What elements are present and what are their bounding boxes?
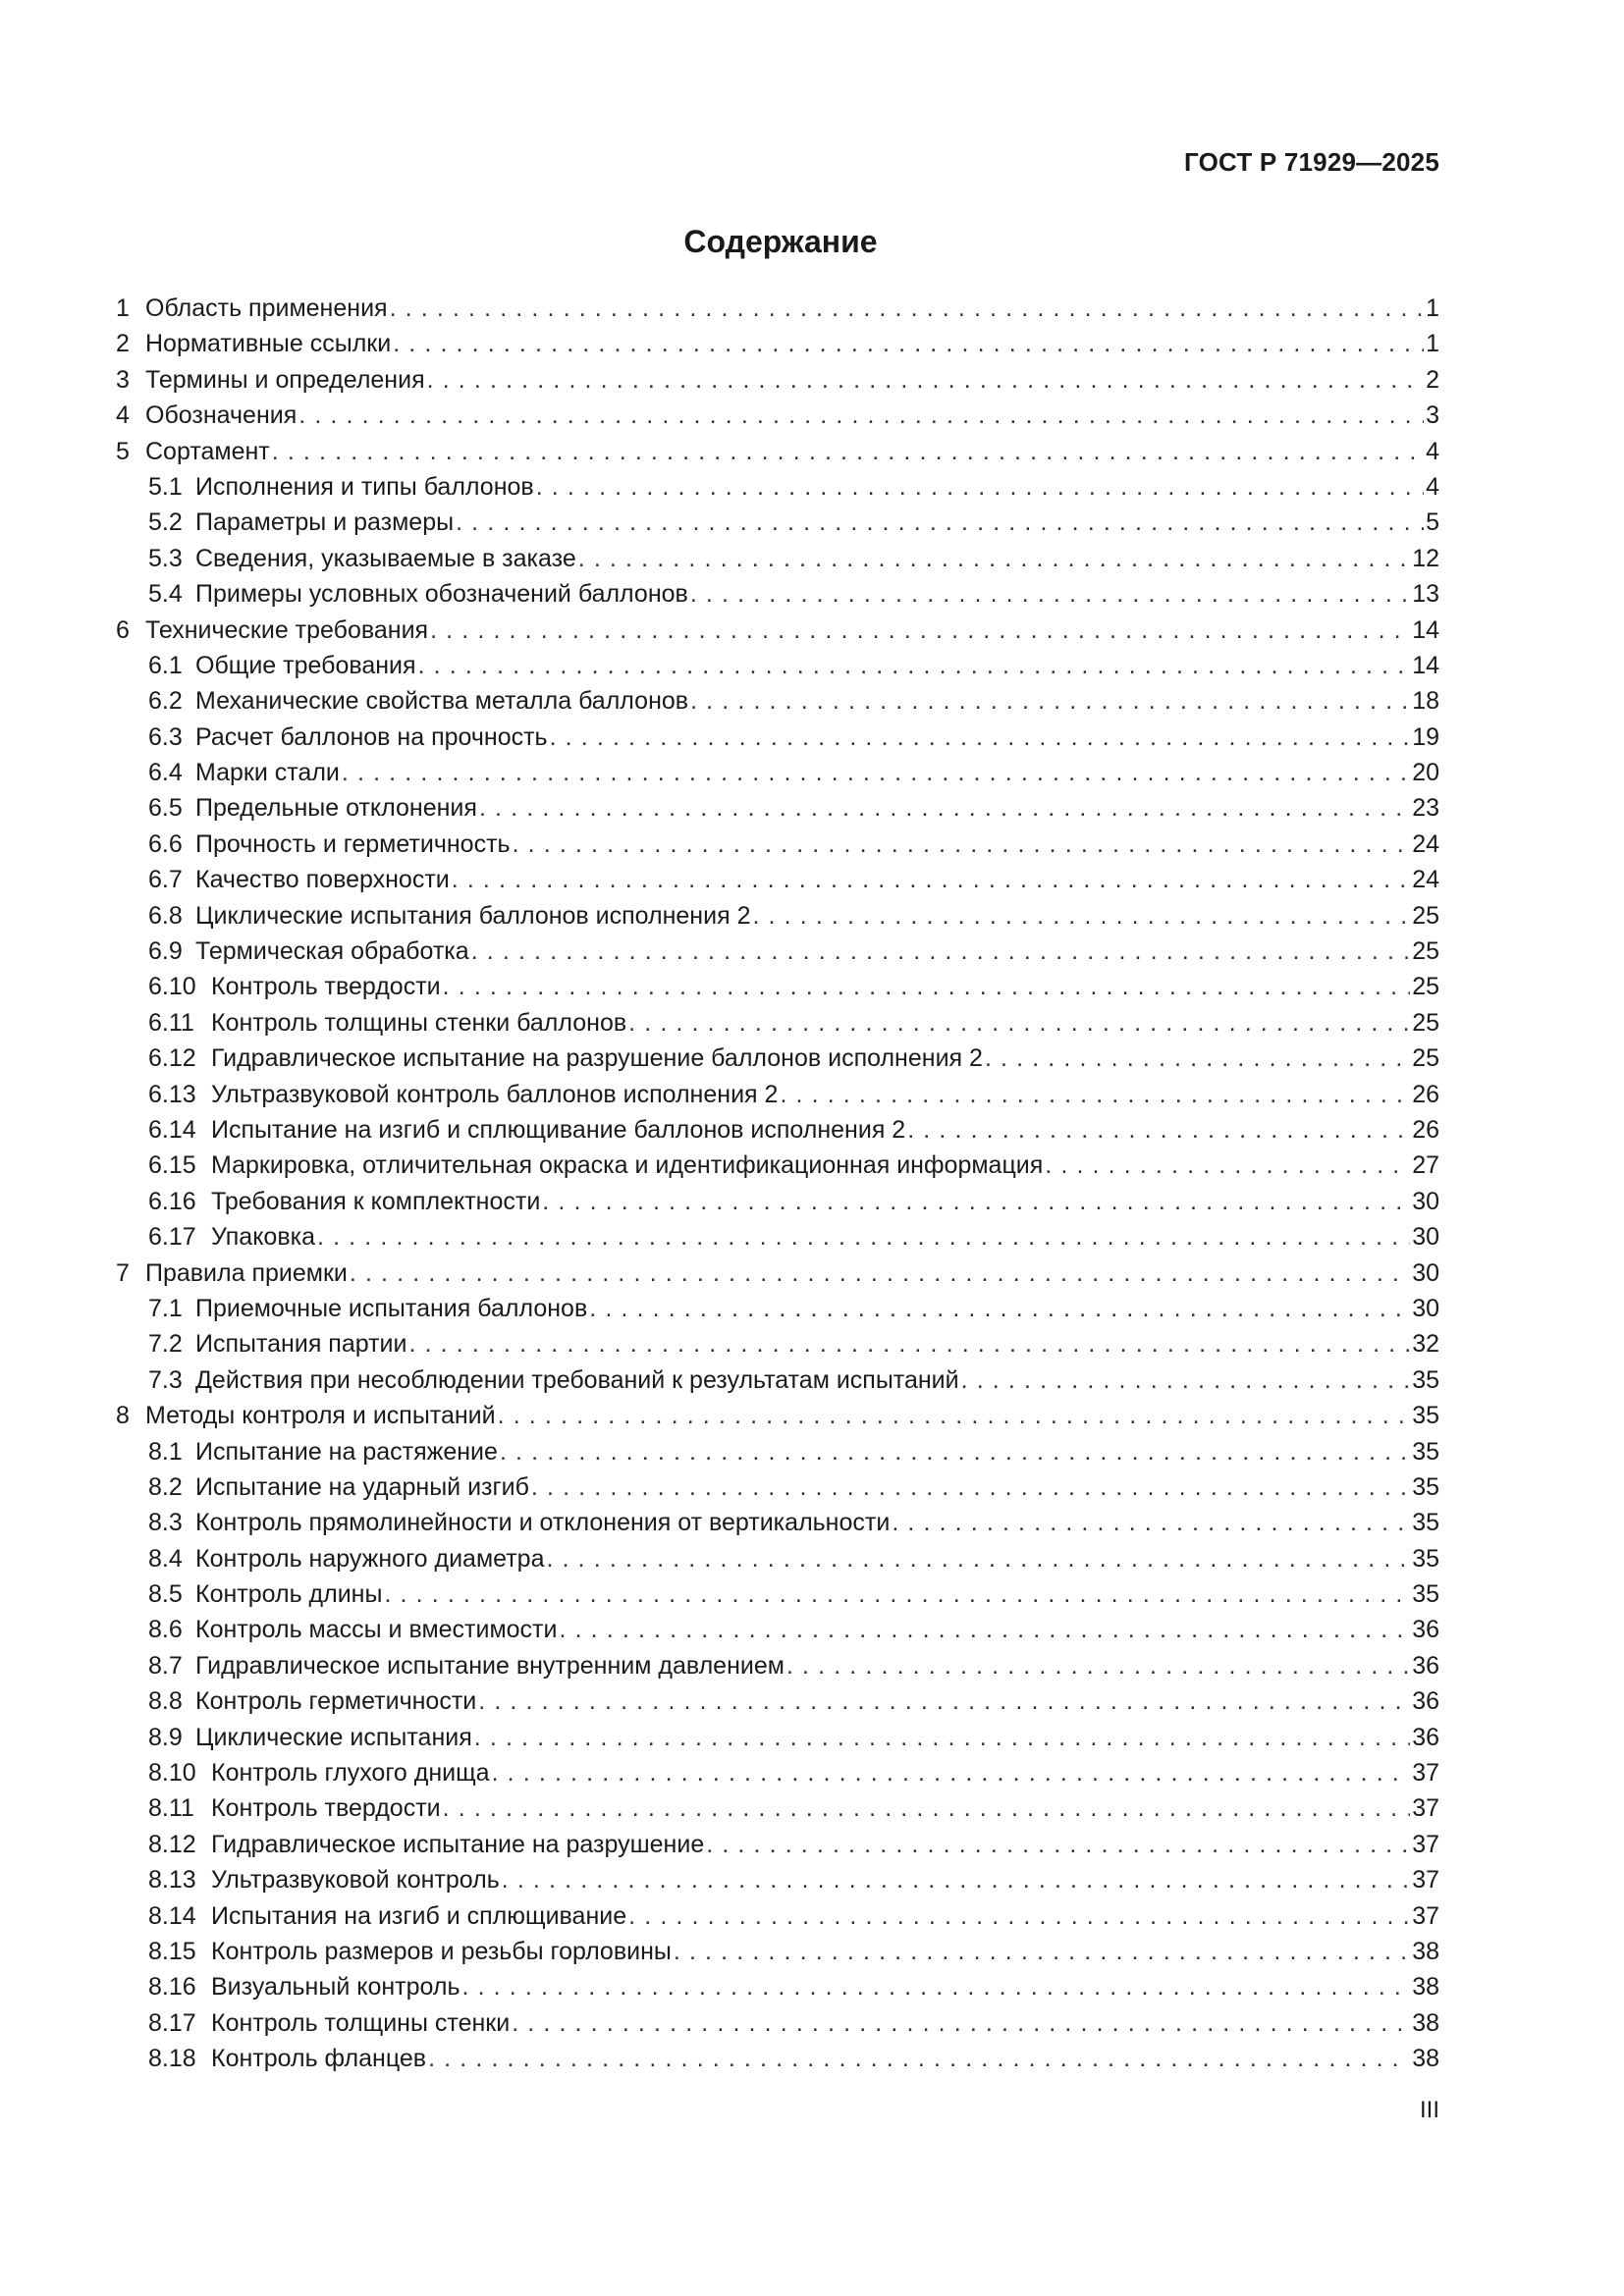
toc-entry-number: 8.10 [148, 1759, 196, 1788]
document-code: ГОСТ Р 71929—2025 [1184, 147, 1439, 177]
toc-entry-title: Сортамент [145, 437, 270, 465]
dot-leader [536, 469, 1424, 505]
toc-entry-title: Нормативные ссылки [145, 330, 392, 358]
toc-entry-page: 24 [1412, 866, 1439, 894]
toc-entry-title: Испытания партии [195, 1330, 407, 1359]
toc-entry-page: 26 [1412, 1080, 1439, 1108]
toc-entry-title: Методы контроля и испытаний [145, 1402, 496, 1430]
toc-entry[interactable] [116, 1255, 1439, 1291]
toc-entry[interactable] [116, 469, 1439, 505]
dot-leader [443, 969, 1411, 1004]
dot-leader [589, 1291, 1410, 1326]
toc-entry[interactable] [116, 576, 1439, 612]
toc-entry-number: 8.18 [148, 2045, 196, 2073]
toc-entry-number: 6.8 [148, 901, 183, 930]
toc-entry[interactable] [116, 683, 1439, 719]
toc-entry-page: 38 [1412, 2045, 1439, 2073]
dot-leader [674, 1934, 1410, 1969]
toc-entry-page: 36 [1412, 1687, 1439, 1716]
toc-entry-page: 4 [1426, 437, 1439, 465]
toc-entry-title: Механические свойства металла баллонов [195, 687, 689, 716]
toc-entry[interactable] [116, 2005, 1439, 2041]
toc-entry[interactable] [116, 613, 1439, 648]
toc-entry-title: Испытание на изгиб и сплющивание баллонов исполнения 2 [211, 1115, 906, 1144]
toc-entry[interactable] [116, 1184, 1439, 1219]
toc-entry-title: Область применения [145, 294, 388, 322]
toc-entry-number: 7 [116, 1258, 130, 1287]
toc-entry-number: 6.4 [148, 759, 183, 787]
toc-entry-title: Гидравлическое испытание на разрушение [211, 1830, 705, 1858]
toc-entry-page: 32 [1412, 1330, 1439, 1359]
dot-leader [628, 1005, 1410, 1041]
toc-entry-title: Правила приемки [145, 1258, 348, 1287]
toc-entry-number: 1 [116, 294, 130, 322]
dot-leader [492, 1755, 1411, 1790]
toc-entry[interactable] [116, 1219, 1439, 1255]
toc-entry-title: Контроль толщины стенки баллонов [211, 1008, 627, 1037]
toc-entry-title: Испытания на изгиб и сплющивание [211, 1901, 627, 1930]
toc-entry-number: 8.6 [148, 1616, 183, 1644]
dot-leader [298, 398, 1424, 433]
dot-leader [418, 648, 1411, 683]
toc-entry-page: 26 [1412, 1115, 1439, 1144]
toc-entry-page: 35 [1412, 1437, 1439, 1466]
toc-entry[interactable] [116, 1005, 1439, 1041]
toc-entry-page: 20 [1412, 759, 1439, 787]
dot-leader [462, 1969, 1411, 2004]
toc-entry-number: 6.15 [148, 1151, 196, 1180]
toc-entry-number: 8.9 [148, 1723, 183, 1751]
toc-entry-number: 2 [116, 330, 130, 358]
toc-entry-page: 36 [1412, 1651, 1439, 1680]
toc-entry-number: 6.13 [148, 1080, 196, 1108]
dot-leader [786, 1648, 1410, 1683]
dot-leader [443, 1790, 1411, 1826]
toc-entry-number: 6.12 [148, 1044, 196, 1073]
dot-leader [690, 683, 1410, 719]
dot-leader [408, 1326, 1410, 1362]
toc-entry-page: 37 [1412, 1759, 1439, 1788]
dot-leader [474, 1720, 1410, 1755]
toc-entry-title: Прочность и герметичность [195, 829, 511, 858]
toc-entry-number: 8.11 [148, 1794, 194, 1823]
page-number: III [1419, 2097, 1439, 2123]
dot-leader [390, 291, 1425, 326]
toc-entry-number: 6.2 [148, 687, 183, 716]
toc-entry-title: Контроль твердости [211, 973, 441, 1001]
dot-leader [752, 898, 1410, 934]
toc-entry-number: 7.1 [148, 1294, 183, 1322]
toc-entry-page: 36 [1412, 1616, 1439, 1644]
dot-leader [531, 1469, 1410, 1505]
dot-leader [578, 541, 1410, 576]
toc-entry[interactable] [116, 934, 1439, 969]
toc-entry-page: 1 [1426, 330, 1439, 358]
dot-leader [456, 505, 1424, 540]
dot-leader [512, 2005, 1410, 2041]
toc-entry-number: 4 [116, 401, 130, 430]
toc-entry-number: 6 [116, 615, 130, 644]
toc-entry-number: 6.5 [148, 794, 183, 823]
toc-entry[interactable] [116, 1862, 1439, 1897]
toc-entry-number: 6.1 [148, 651, 183, 679]
dot-leader [479, 790, 1410, 826]
toc-entry-title: Циклические испытания баллонов исполнения 2 [195, 901, 751, 930]
toc-entry-number: 5.3 [148, 544, 183, 572]
toc-entry-title: Упаковка [211, 1223, 315, 1252]
toc-entry-title: Сведения, указываемые в заказе [195, 544, 576, 572]
toc-entry-page: 35 [1412, 1544, 1439, 1573]
toc-entry-page: 23 [1412, 794, 1439, 823]
toc-entry-title: Гидравлическое испытание на разрушение баллонов исполнения 2 [211, 1044, 983, 1073]
toc-entry-page: 30 [1412, 1187, 1439, 1215]
toc-entry[interactable] [116, 541, 1439, 576]
toc-entry-page: 35 [1412, 1472, 1439, 1501]
toc-entry[interactable] [116, 969, 1439, 1004]
toc-entry[interactable] [116, 1969, 1439, 2004]
toc-entry[interactable] [116, 1434, 1439, 1469]
toc-entry-page: 1 [1426, 294, 1439, 322]
toc-entry-title: Испытание на ударный изгиб [195, 1472, 529, 1501]
toc-entry-page: 25 [1412, 1044, 1439, 1073]
toc-entry-page: 35 [1412, 1365, 1439, 1394]
toc-entry-page: 38 [1412, 1937, 1439, 1965]
toc-entry-number: 6.9 [148, 937, 183, 966]
toc-entry-number: 8.15 [148, 1937, 196, 1965]
toc-entry[interactable] [116, 1934, 1439, 1969]
toc-entry[interactable] [116, 1898, 1439, 1934]
toc-entry[interactable] [116, 291, 1439, 326]
toc-entry-number: 6.16 [148, 1187, 196, 1215]
toc-entry-title: Марки стали [195, 759, 340, 787]
toc-entry-page: 35 [1412, 1509, 1439, 1537]
dot-leader [393, 326, 1424, 361]
toc-entry[interactable] [116, 1576, 1439, 1612]
toc-entry-title: Контроль наружного диаметра [195, 1544, 545, 1573]
dot-leader [892, 1505, 1410, 1540]
dot-leader [628, 1898, 1410, 1934]
toc-entry-title: Гидравлическое испытание внутренним давлением [195, 1651, 785, 1680]
toc-entry[interactable] [116, 862, 1439, 897]
toc-entry[interactable] [116, 790, 1439, 826]
toc-entry-title: Общие требования [195, 651, 416, 679]
toc-entry[interactable] [116, 827, 1439, 862]
toc-entry-number: 8.8 [148, 1687, 183, 1716]
toc-entry[interactable] [116, 398, 1439, 433]
toc-entry-page: 25 [1412, 937, 1439, 966]
toc-entry-page: 19 [1412, 722, 1439, 751]
toc-entry-page: 30 [1412, 1258, 1439, 1287]
toc-entry-page: 37 [1412, 1901, 1439, 1930]
toc-entry[interactable] [116, 362, 1439, 398]
page-title: Содержание [683, 224, 878, 259]
dot-leader [317, 1219, 1410, 1255]
toc-entry[interactable] [116, 898, 1439, 934]
toc-entry-page: 18 [1412, 687, 1439, 716]
dot-leader [780, 1077, 1410, 1112]
toc-entry-page: 37 [1412, 1794, 1439, 1823]
toc-entry-title: Контроль твердости [211, 1794, 441, 1823]
toc-entry[interactable] [116, 1720, 1439, 1755]
toc-entry[interactable] [116, 648, 1439, 683]
toc-entry-title: Контроль размеров и резьбы горловины [211, 1937, 672, 1965]
dot-leader [471, 934, 1411, 969]
toc-entry[interactable] [116, 505, 1439, 540]
dot-leader [427, 362, 1424, 398]
toc-entry-page: 24 [1412, 829, 1439, 858]
dot-leader [384, 1576, 1410, 1612]
dot-leader [559, 1612, 1410, 1647]
toc-entry[interactable] [116, 1648, 1439, 1683]
toc-entry[interactable] [116, 755, 1439, 790]
toc-entry-title: Действия при несоблюдении требований к результатам испытаний [195, 1365, 959, 1394]
toc-entry-title: Качество поверхности [195, 866, 450, 894]
toc-entry-title: Требования к комплектности [211, 1187, 541, 1215]
dot-leader [350, 1255, 1410, 1291]
toc-entry-page: 37 [1412, 1830, 1439, 1858]
toc-entry[interactable] [116, 1112, 1439, 1148]
toc-entry-page: 30 [1412, 1294, 1439, 1322]
toc-entry-page: 25 [1412, 1008, 1439, 1037]
toc-entry-number: 8.3 [148, 1509, 183, 1537]
toc-entry-title: Термическая обработка [195, 937, 469, 966]
toc-entry-title: Контроль толщины стенки [211, 2008, 511, 2037]
toc-entry-number: 8.17 [148, 2008, 196, 2037]
toc-entry-number: 6.10 [148, 973, 196, 1001]
toc-entry-title: Ультразвуковой контроль баллонов исполнения 2 [211, 1080, 779, 1108]
toc-entry-page: 38 [1412, 2008, 1439, 2037]
toc-entry-title: Ультразвуковой контроль [211, 1866, 500, 1895]
toc-entry-page: 4 [1426, 472, 1439, 501]
toc-entry[interactable] [116, 1326, 1439, 1362]
toc-entry[interactable] [116, 1291, 1439, 1326]
dot-leader [502, 1862, 1410, 1897]
dot-leader [430, 613, 1410, 648]
toc-entry-number: 5 [116, 437, 130, 465]
toc-entry[interactable] [116, 2041, 1439, 2076]
dot-leader [907, 1112, 1410, 1148]
toc-entry-number: 8.14 [148, 1901, 196, 1930]
dot-leader [342, 755, 1410, 790]
toc-entry[interactable] [116, 1541, 1439, 1576]
dot-leader [428, 2041, 1410, 2076]
toc-entry-page: 30 [1412, 1223, 1439, 1252]
toc-entry-number: 6.11 [148, 1008, 194, 1037]
toc-entry[interactable] [116, 1362, 1439, 1398]
toc-entry[interactable] [116, 1790, 1439, 1826]
toc-entry-title: Контроль герметичности [195, 1687, 477, 1716]
toc-entry[interactable] [116, 1148, 1439, 1183]
toc-entry-page: 13 [1412, 580, 1439, 609]
toc-entry-number: 8.7 [148, 1651, 183, 1680]
toc-entry-page: 14 [1412, 651, 1439, 679]
toc-entry-number: 6.6 [148, 829, 183, 858]
toc-entry-page: 3 [1426, 401, 1439, 430]
toc-entry-number: 5.1 [148, 472, 183, 501]
toc-entry-number: 5.4 [148, 580, 183, 609]
toc-entry[interactable] [116, 1077, 1439, 1112]
toc-entry-number: 8.16 [148, 1973, 196, 2002]
toc-entry-title: Контроль фланцев [211, 2045, 427, 2073]
toc-entry-page: 5 [1426, 508, 1439, 537]
toc-entry-page: 27 [1412, 1151, 1439, 1180]
toc-entry[interactable] [116, 1398, 1439, 1433]
toc-entry-title: Предельные отклонения [195, 794, 477, 823]
toc-entry-number: 8 [116, 1402, 130, 1430]
toc-entry[interactable] [116, 1505, 1439, 1540]
toc-entry-title: Технические требования [145, 615, 429, 644]
toc-entry-page: 35 [1412, 1580, 1439, 1609]
toc-entry-title: Расчет баллонов на прочность [195, 722, 548, 751]
dot-leader [452, 862, 1410, 897]
toc-entry[interactable] [116, 1612, 1439, 1647]
toc-entry-number: 6.3 [148, 722, 183, 751]
toc-entry-title: Испытание на растяжение [195, 1437, 498, 1466]
toc-entry-title: Примеры условных обозначений баллонов [195, 580, 688, 609]
toc-entry-number: 5.2 [148, 508, 183, 537]
toc-entry-page: 12 [1412, 544, 1439, 572]
dot-leader [498, 1398, 1411, 1433]
dot-leader [478, 1683, 1410, 1719]
toc-entry[interactable] [116, 1041, 1439, 1076]
toc-entry-number: 8.13 [148, 1866, 196, 1895]
toc-entry-number: 7.2 [148, 1330, 183, 1359]
dot-leader [961, 1362, 1411, 1398]
toc-entry[interactable] [116, 1469, 1439, 1505]
dot-leader [706, 1827, 1410, 1862]
toc-entry-number: 8.12 [148, 1830, 196, 1858]
toc-entry-page: 25 [1412, 973, 1439, 1001]
toc-entry-title: Исполнения и типы баллонов [195, 472, 534, 501]
toc-entry-page: 25 [1412, 901, 1439, 930]
toc-entry-number: 6.17 [148, 1223, 196, 1252]
toc-entry-page: 37 [1412, 1866, 1439, 1895]
toc-entry[interactable] [116, 1683, 1439, 1719]
toc-entry-page: 35 [1412, 1402, 1439, 1430]
dot-leader [1045, 1148, 1410, 1183]
toc-entry-page: 14 [1412, 615, 1439, 644]
dot-leader [542, 1184, 1410, 1219]
dot-leader [690, 576, 1410, 612]
toc-entry-title: Маркировка, отличительная окраска и идентификационная информация [211, 1151, 1044, 1180]
dot-leader [513, 827, 1411, 862]
toc-entry-title: Контроль прямолинейности и отклонения от вертикальности [195, 1509, 891, 1537]
toc-entry-title: Обозначения [145, 401, 298, 430]
toc-entry-number: 6.14 [148, 1115, 196, 1144]
toc-entry-title: Циклические испытания [195, 1723, 472, 1751]
dot-leader [500, 1434, 1410, 1469]
dot-leader [272, 434, 1424, 469]
toc-entry-title: Визуальный контроль [211, 1973, 460, 2002]
toc-entry-title: Термины и определения [145, 365, 425, 394]
toc-entry-title: Контроль глухого днища [211, 1759, 490, 1788]
toc-entry-number: 8.1 [148, 1437, 183, 1466]
dot-leader [546, 1541, 1410, 1576]
toc-entry-page: 38 [1412, 1973, 1439, 2002]
toc-entry-title: Параметры и размеры [195, 508, 455, 537]
toc-entry-number: 6.7 [148, 866, 183, 894]
toc-entry-page: 2 [1426, 365, 1439, 394]
toc-entry[interactable] [116, 1827, 1439, 1862]
toc-entry-number: 3 [116, 365, 130, 394]
toc-entry-number: 8.2 [148, 1472, 183, 1501]
toc-entry-number: 8.5 [148, 1580, 183, 1609]
toc-entry-page: 36 [1412, 1723, 1439, 1751]
dot-leader [550, 720, 1411, 755]
toc-entry-number: 7.3 [148, 1365, 183, 1394]
toc-entry-title: Контроль массы и вместимости [195, 1616, 558, 1644]
toc-entry[interactable] [116, 720, 1439, 755]
toc-entry-title: Контроль длины [195, 1580, 383, 1609]
table-of-contents [116, 291, 1439, 2077]
toc-entry[interactable] [116, 326, 1439, 361]
toc-entry[interactable] [116, 434, 1439, 469]
toc-entry-title: Приемочные испытания баллонов [195, 1294, 588, 1322]
toc-entry[interactable] [116, 1755, 1439, 1790]
dot-leader [985, 1041, 1410, 1076]
toc-entry-number: 8.4 [148, 1544, 183, 1573]
